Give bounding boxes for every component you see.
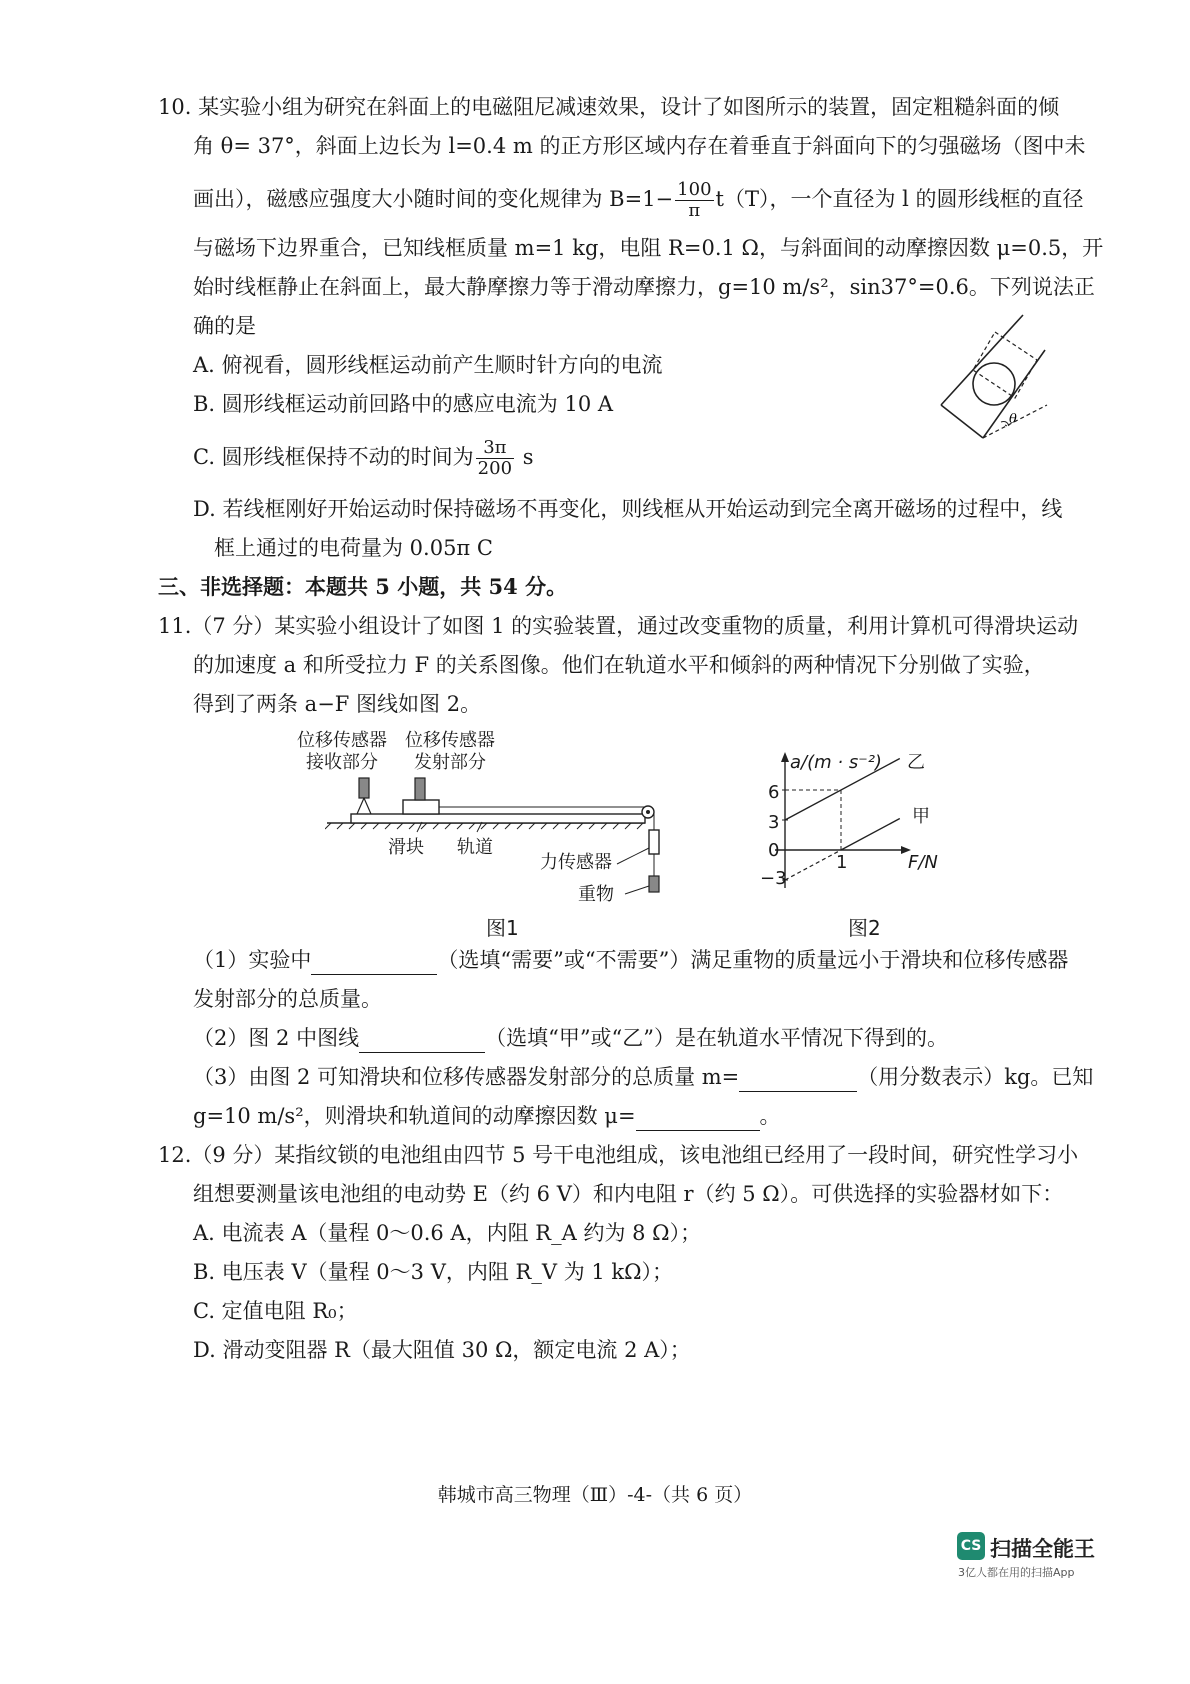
q12-option-d: D. 滑动变阻器 R（最大阻值 30 Ω，额定电流 2 A）； xyxy=(193,1338,691,1362)
q10-line-1: 10. 某实验小组为研究在斜面上的电磁阻尼减速效果，设计了如图所示的装置，固定粗糙斜面的倾 xyxy=(158,95,1060,119)
camscanner-slogan: 3亿人都在用的扫描App xyxy=(958,1566,1075,1579)
experiment-apparatus-figure xyxy=(325,770,670,900)
y-tick-minus-3: −3 xyxy=(760,868,787,889)
q10-option-c xyxy=(193,438,533,479)
fraction-denominator: π xyxy=(688,200,701,221)
q12-line-1: 12.（9 分）某指纹锁的电池组由四节 5 号干电池组成，该电池组已经用了一段时间，研究性学习小 xyxy=(158,1143,1079,1167)
q10-option-c-unit: s xyxy=(516,445,534,469)
q11-part-3 xyxy=(193,1062,1093,1092)
answer-blank-1[interactable] xyxy=(311,952,437,975)
answer-blank-3[interactable] xyxy=(739,1069,857,1092)
force-sensor-label: 力传感器 xyxy=(540,852,612,873)
q10-option-d-line-1: D. 若线框刚好开始运动时保持磁场不再变化，则线框从开始运动到完全离开磁场的过程中，线 xyxy=(193,497,1063,521)
fraction-denominator: 200 xyxy=(477,458,513,479)
fraction-numerator: 3π xyxy=(476,438,514,459)
y-tick-6: 6 xyxy=(768,782,780,803)
q10-option-c-text: C. 圆形线框保持不动的时间为 xyxy=(193,445,474,469)
y-tick-0: 0 xyxy=(768,840,780,861)
q11-line-1: 11.（7 分）某实验小组设计了如图 1 的实验装置，通过改变重物的质量，利用计算机可得滑块运动 xyxy=(158,614,1079,638)
camscanner-logo-icon: CS xyxy=(957,1532,985,1560)
q11-part-2 xyxy=(193,1023,948,1053)
q10-line-2: 角 θ= 37°，斜面上边长为 l=0.4 m 的正方形区域内存在着垂直于斜面向下的匀强磁场（图中未 xyxy=(193,134,1086,158)
q11-part-1-text: （选填“需要”或“不需要”）满足重物的质量远小于滑块和位移传感器 xyxy=(437,948,1069,972)
incline-figure xyxy=(935,310,1055,445)
q10-line-6: 确的是 xyxy=(193,314,256,338)
emitter-label-2: 发射部分 xyxy=(414,752,486,773)
q10-fraction xyxy=(675,180,713,221)
series-line-extension xyxy=(785,850,841,880)
q10-line-3-a: 画出），磁感应强度大小随时间的变化规律为 B=1− xyxy=(193,187,674,211)
series-label-jia: 甲 xyxy=(912,806,930,827)
weight-label: 重物 xyxy=(578,884,614,905)
q12-option-c: C. 定值电阻 R₀； xyxy=(193,1299,358,1323)
q12-option-a: A. 电流表 A（量程 0～0.6 A，内阻 R_A 约为 8 Ω）； xyxy=(193,1221,702,1245)
q11-part-2-label: （2）图 2 中图线 xyxy=(193,1026,360,1050)
q11-part-2-text: （选填“甲”或“乙”）是在轨道水平情况下得到的。 xyxy=(485,1026,949,1050)
y-axis-arrow xyxy=(781,752,789,762)
q10-line-3 xyxy=(193,180,1084,221)
q11-part-3-text: （用分数表示）kg。已知 xyxy=(857,1065,1094,1089)
q11-line-3: 得到了两条 a−F 图线如图 2。 xyxy=(193,692,482,716)
q10-option-d-line-2: 框上通过的电荷量为 0.05π C xyxy=(214,536,493,560)
q11-part-1-cont: 发射部分的总质量。 xyxy=(193,987,382,1011)
receiver-label-2: 接收部分 xyxy=(306,752,378,773)
emitter-label-1: 位移传感器 xyxy=(405,730,495,751)
q11-part-3-end: 。 xyxy=(759,1104,781,1128)
q11-part-3-cont xyxy=(193,1101,781,1131)
answer-blank-2[interactable] xyxy=(359,1030,485,1053)
q10-option-b: B. 圆形线框运动前回路中的感应电流为 10 A xyxy=(193,392,614,416)
figure-1-caption: 图1 xyxy=(486,916,519,940)
receiver-label-1: 位移传感器 xyxy=(297,730,387,751)
page-footer: 韩城市高三物理（Ⅲ）-4-（共 6 页） xyxy=(437,1484,753,1506)
slider-label: 滑块 xyxy=(388,837,424,858)
q11-part-3-label: （3）由图 2 可知滑块和位移传感器发射部分的总质量 m= xyxy=(193,1065,740,1089)
section-3-heading: 三、非选择题：本题共 5 小题，共 54 分。 xyxy=(158,574,568,599)
x-tick-1: 1 xyxy=(836,852,848,873)
q10-option-c-fraction xyxy=(476,438,514,479)
q10-line-5: 始时线框静止在斜面上，最大静摩擦力等于滑动摩擦力，g=10 m/s²，sin37°=0.6。下列说法正 xyxy=(193,275,1095,299)
q11-part-1-label: （1）实验中 xyxy=(193,948,312,972)
q12-option-b: B. 电压表 V（量程 0～3 V，内阻 R_V 为 1 kΩ）； xyxy=(193,1260,674,1284)
camscanner-brand-name: 扫描全能王 xyxy=(990,1537,1095,1561)
q10-line-4: 与磁场下边界重合，已知线框质量 m=1 kg，电阻 R=0.1 Ω，与斜面间的动摩擦因数 μ=0.5，开 xyxy=(193,236,1104,260)
q11-part-3-friction-text: g=10 m/s²，则滑块和轨道间的动摩擦因数 μ= xyxy=(193,1104,636,1128)
q11-line-2: 的加速度 a 和所受拉力 F 的关系图像。他们在轨道水平和倾斜的两种情况下分别做了实验， xyxy=(193,653,1045,677)
q10-line-3-b: t（T），一个直径为 l 的圆形线框的直径 xyxy=(715,187,1084,211)
series-line-1 xyxy=(841,819,900,851)
track-label: 轨道 xyxy=(457,837,493,858)
answer-blank-4[interactable] xyxy=(636,1108,760,1131)
q11-part-1 xyxy=(193,945,1068,975)
q12-line-2: 组想要测量该电池组的电动势 E（约 6 V）和内电阻 r（约 5 Ω）。可供选择的实验器材如下： xyxy=(193,1182,1064,1206)
theta-label: θ xyxy=(1009,412,1017,427)
x-axis-label: F/N xyxy=(908,852,938,873)
series-label-yi: 乙 xyxy=(907,752,925,773)
figure-2-caption: 图2 xyxy=(848,916,881,940)
y-tick-3: 3 xyxy=(768,812,780,833)
q10-option-a: A. 俯视看，圆形线框运动前产生顺时针方向的电流 xyxy=(193,353,663,377)
fraction-numerator: 100 xyxy=(677,179,712,200)
y-axis-label: a/(m · s⁻²) xyxy=(790,752,882,773)
